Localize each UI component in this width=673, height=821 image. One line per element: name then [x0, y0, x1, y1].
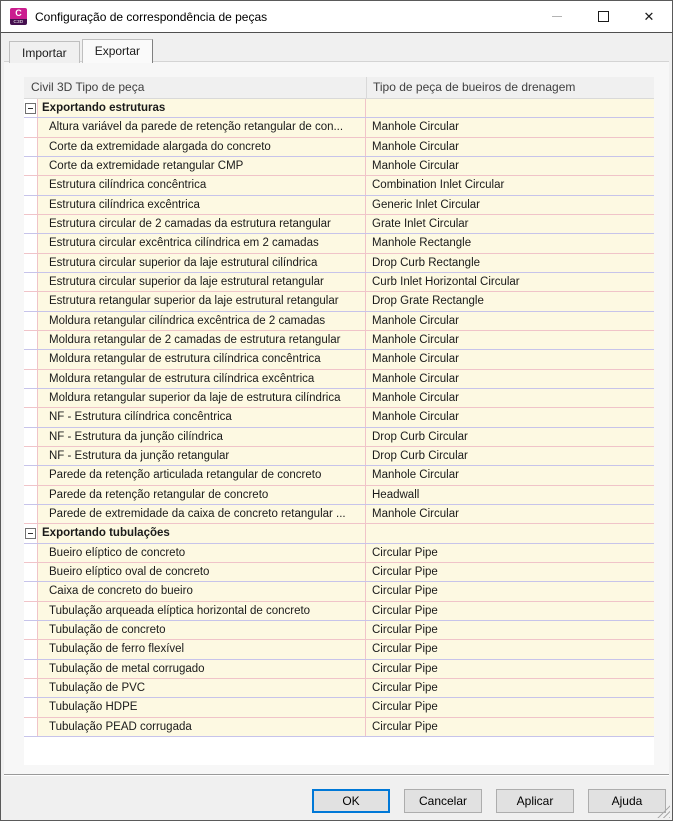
- match-part-type-cell[interactable]: Manhole Circular: [372, 353, 459, 366]
- match-part-type-cell[interactable]: Manhole Circular: [372, 411, 459, 424]
- grid-header-row: [24, 77, 654, 99]
- match-part-type-cell[interactable]: Circular Pipe: [372, 604, 438, 617]
- match-part-type-cell[interactable]: Manhole Circular: [372, 469, 459, 482]
- table-row[interactable]: [24, 312, 654, 331]
- table-row[interactable]: [24, 621, 654, 640]
- row-gutter: [24, 138, 38, 156]
- row-gutter: [24, 254, 38, 272]
- part-name-cell: NF - Estrutura da junção cilíndrica: [38, 428, 366, 446]
- table-row[interactable]: [24, 234, 654, 253]
- match-part-type-cell[interactable]: Manhole Circular: [372, 140, 459, 153]
- column-header-drainage-part-type[interactable]: Tipo de peça de bueiros de drenagem: [373, 80, 576, 94]
- match-part-type-cell[interactable]: Circular Pipe: [372, 662, 438, 675]
- cancel-button[interactable]: Cancelar: [404, 789, 482, 813]
- part-name-cell: Tubulação arqueada elíptica horizontal de concreto: [38, 602, 366, 620]
- row-gutter: [24, 679, 38, 697]
- part-name-cell: Estrutura circular superior da laje estrutural cilíndrica: [38, 254, 366, 272]
- maximize-icon: [598, 11, 609, 22]
- match-part-type-cell[interactable]: Manhole Circular: [372, 372, 459, 385]
- close-icon: ✕: [643, 9, 655, 24]
- part-name-cell: Tubulação de PVC: [38, 679, 366, 697]
- tab-exportar[interactable]: Exportar: [82, 39, 153, 63]
- match-part-type-cell[interactable]: Drop Curb Rectangle: [372, 256, 481, 269]
- part-name-cell: Estrutura circular excêntrica cilíndrica em 2 camadas: [38, 234, 366, 252]
- grid-rows: [24, 99, 654, 737]
- match-part-type-cell[interactable]: Circular Pipe: [372, 681, 438, 694]
- row-gutter: [24, 292, 38, 310]
- match-part-type-cell[interactable]: Circular Pipe: [372, 565, 438, 578]
- row-gutter: [24, 582, 38, 600]
- part-name-cell: NF - Estrutura da junção retangular: [38, 447, 366, 465]
- part-name-cell: NF - Estrutura cilíndrica concêntrica: [38, 408, 366, 426]
- part-name-cell: Moldura retangular superior da laje de estrutura cilíndrica: [38, 389, 366, 407]
- row-gutter: [24, 215, 38, 233]
- table-row[interactable]: [24, 602, 654, 621]
- part-name-cell: Tubulação PEAD corrugada: [38, 718, 366, 736]
- row-gutter: [24, 544, 38, 562]
- table-row[interactable]: [24, 157, 654, 176]
- match-part-type-cell[interactable]: Combination Inlet Circular: [372, 179, 505, 192]
- row-gutter: [24, 718, 38, 736]
- match-part-type-cell[interactable]: Circular Pipe: [372, 643, 438, 656]
- match-part-type-cell[interactable]: Grate Inlet Circular: [372, 217, 469, 230]
- row-gutter: [24, 370, 38, 388]
- table-row[interactable]: [24, 254, 654, 273]
- group-row[interactable]: [24, 99, 654, 118]
- match-part-type-cell[interactable]: Manhole Circular: [372, 333, 459, 346]
- match-part-type-cell[interactable]: Drop Grate Rectangle: [372, 295, 484, 308]
- row-gutter: [24, 176, 38, 194]
- table-row[interactable]: [24, 196, 654, 215]
- collapse-expander-icon[interactable]: [25, 528, 36, 539]
- match-part-type-cell[interactable]: Headwall: [372, 488, 420, 501]
- match-part-type-cell[interactable]: Curb Inlet Horizontal Circular: [372, 275, 520, 288]
- window-title: Configuração de correspondência de peças: [35, 9, 268, 24]
- window-controls: [534, 2, 672, 32]
- row-gutter: [24, 660, 38, 678]
- table-row[interactable]: [24, 660, 654, 679]
- help-button[interactable]: Ajuda: [588, 789, 666, 813]
- table-row[interactable]: [24, 428, 654, 447]
- row-gutter: [24, 312, 38, 330]
- table-row[interactable]: [24, 447, 654, 466]
- table-row[interactable]: [24, 389, 654, 408]
- part-name-cell: Moldura retangular de 2 camadas de estrutura retangular: [38, 331, 366, 349]
- title-bar: [1, 1, 672, 33]
- row-gutter: [24, 389, 38, 407]
- row-gutter: [24, 640, 38, 658]
- row-gutter: [24, 196, 38, 214]
- part-name-cell: Estrutura retangular superior da laje estrutural retangular: [38, 292, 366, 310]
- group-label-cell: Exportando estruturas: [38, 99, 366, 117]
- table-row[interactable]: [24, 698, 654, 717]
- row-gutter: [24, 486, 38, 504]
- group-label-cell: Exportando tubulações: [38, 524, 366, 542]
- table-row[interactable]: [24, 331, 654, 350]
- table-row[interactable]: [24, 582, 654, 601]
- column-header-civil3d-part-type[interactable]: Civil 3D Tipo de peça: [24, 77, 367, 98]
- match-part-type-cell[interactable]: Circular Pipe: [372, 720, 438, 733]
- part-name-cell: Bueiro elíptico de concreto: [38, 544, 366, 562]
- row-gutter: [24, 621, 38, 639]
- table-row[interactable]: [24, 505, 654, 524]
- row-gutter: [24, 350, 38, 368]
- maximize-button[interactable]: [580, 2, 626, 32]
- minimize-button: [534, 2, 580, 32]
- table-row[interactable]: [24, 176, 654, 195]
- match-part-type-cell[interactable]: Circular Pipe: [372, 585, 438, 598]
- row-gutter: [24, 118, 38, 136]
- row-gutter: [24, 505, 38, 523]
- part-name-cell: Parede da retenção retangular de concreto: [38, 486, 366, 504]
- part-name-cell: Tubulação HDPE: [38, 698, 366, 716]
- part-name-cell: Moldura retangular de estrutura cilíndrica excêntrica: [38, 370, 366, 388]
- part-name-cell: Estrutura cilíndrica excêntrica: [38, 196, 366, 214]
- table-row[interactable]: [24, 138, 654, 157]
- match-part-type-cell[interactable]: Manhole Rectangle: [372, 237, 472, 250]
- dialog-button-bar: [312, 789, 666, 813]
- part-name-cell: Altura variável da parede de retenção retangular de con...: [38, 118, 366, 136]
- group-gutter: [24, 99, 38, 117]
- part-name-cell: Estrutura circular superior da laje estrutural retangular: [38, 273, 366, 291]
- civil3d-icon-sub: C3D: [10, 19, 27, 25]
- tab-importar[interactable]: Importar: [9, 41, 80, 63]
- group-empty-cell: [366, 99, 654, 117]
- table-row[interactable]: [24, 350, 654, 369]
- match-part-type-cell[interactable]: Circular Pipe: [372, 623, 438, 636]
- part-name-cell: Corte da extremidade alargada do concreto: [38, 138, 366, 156]
- match-part-type-cell[interactable]: Circular Pipe: [372, 701, 438, 714]
- part-name-cell: Tubulação de ferro flexível: [38, 640, 366, 658]
- match-part-type-cell[interactable]: Manhole Circular: [372, 121, 459, 134]
- part-name-cell: Tubulação de concreto: [38, 621, 366, 639]
- row-gutter: [24, 602, 38, 620]
- part-name-cell: Estrutura circular de 2 camadas da estrutura retangular: [38, 215, 366, 233]
- minimize-icon: [552, 16, 562, 17]
- part-matchup-grid: [24, 77, 654, 765]
- table-row[interactable]: [24, 544, 654, 563]
- group-gutter: [24, 524, 38, 542]
- part-name-cell: Parede da retenção articulada retangular de concreto: [38, 466, 366, 484]
- match-part-type-cell[interactable]: Drop Curb Circular: [372, 449, 468, 462]
- part-name-cell: Moldura retangular de estrutura cilíndrica concêntrica: [38, 350, 366, 368]
- row-gutter: [24, 698, 38, 716]
- row-gutter: [24, 273, 38, 291]
- part-name-cell: Corte da extremidade retangular CMP: [38, 157, 366, 175]
- match-part-type-cell[interactable]: Circular Pipe: [372, 546, 438, 559]
- row-gutter: [24, 428, 38, 446]
- row-gutter: [24, 466, 38, 484]
- table-row[interactable]: [24, 215, 654, 234]
- table-row[interactable]: [24, 408, 654, 427]
- match-part-type-cell[interactable]: Manhole Circular: [372, 159, 459, 172]
- part-name-cell: Bueiro elíptico oval de concreto: [38, 563, 366, 581]
- match-part-type-cell[interactable]: Manhole Circular: [372, 507, 459, 520]
- tab-page-exportar: [4, 61, 669, 775]
- table-row[interactable]: [24, 370, 654, 389]
- match-part-type-cell[interactable]: Drop Curb Circular: [372, 430, 468, 443]
- table-row[interactable]: [24, 563, 654, 582]
- table-row[interactable]: [24, 486, 654, 505]
- civil3d-icon-letter: C: [10, 8, 27, 19]
- part-name-cell: Tubulação de metal corrugado: [38, 660, 366, 678]
- table-row[interactable]: [24, 679, 654, 698]
- apply-button[interactable]: Aplicar: [496, 789, 574, 813]
- row-gutter: [24, 447, 38, 465]
- ok-button[interactable]: OK: [312, 789, 390, 813]
- row-gutter: [24, 157, 38, 175]
- match-part-type-cell[interactable]: Manhole Circular: [372, 391, 459, 404]
- row-gutter: [24, 563, 38, 581]
- table-row[interactable]: [24, 640, 654, 659]
- row-gutter: [24, 331, 38, 349]
- group-row[interactable]: [24, 524, 654, 543]
- table-row[interactable]: [24, 273, 654, 292]
- row-gutter: [24, 408, 38, 426]
- civil3d-app-icon: [10, 8, 27, 25]
- match-part-type-cell[interactable]: Manhole Circular: [372, 314, 459, 327]
- part-name-cell: Parede de extremidade da caixa de concreto retangular ...: [38, 505, 366, 523]
- part-name-cell: Estrutura cilíndrica concêntrica: [38, 176, 366, 194]
- table-row[interactable]: [24, 466, 654, 485]
- table-row[interactable]: [24, 292, 654, 311]
- table-row[interactable]: [24, 118, 654, 137]
- match-part-type-cell[interactable]: Generic Inlet Circular: [372, 198, 481, 211]
- row-gutter: [24, 234, 38, 252]
- group-empty-cell: [366, 524, 654, 542]
- close-button[interactable]: [626, 2, 672, 32]
- part-name-cell: Moldura retangular cilíndrica excêntrica de 2 camadas: [38, 312, 366, 330]
- collapse-expander-icon[interactable]: [25, 103, 36, 114]
- tab-strip: [9, 39, 155, 63]
- part-name-cell: Caixa de concreto do bueiro: [38, 582, 366, 600]
- table-row[interactable]: [24, 718, 654, 737]
